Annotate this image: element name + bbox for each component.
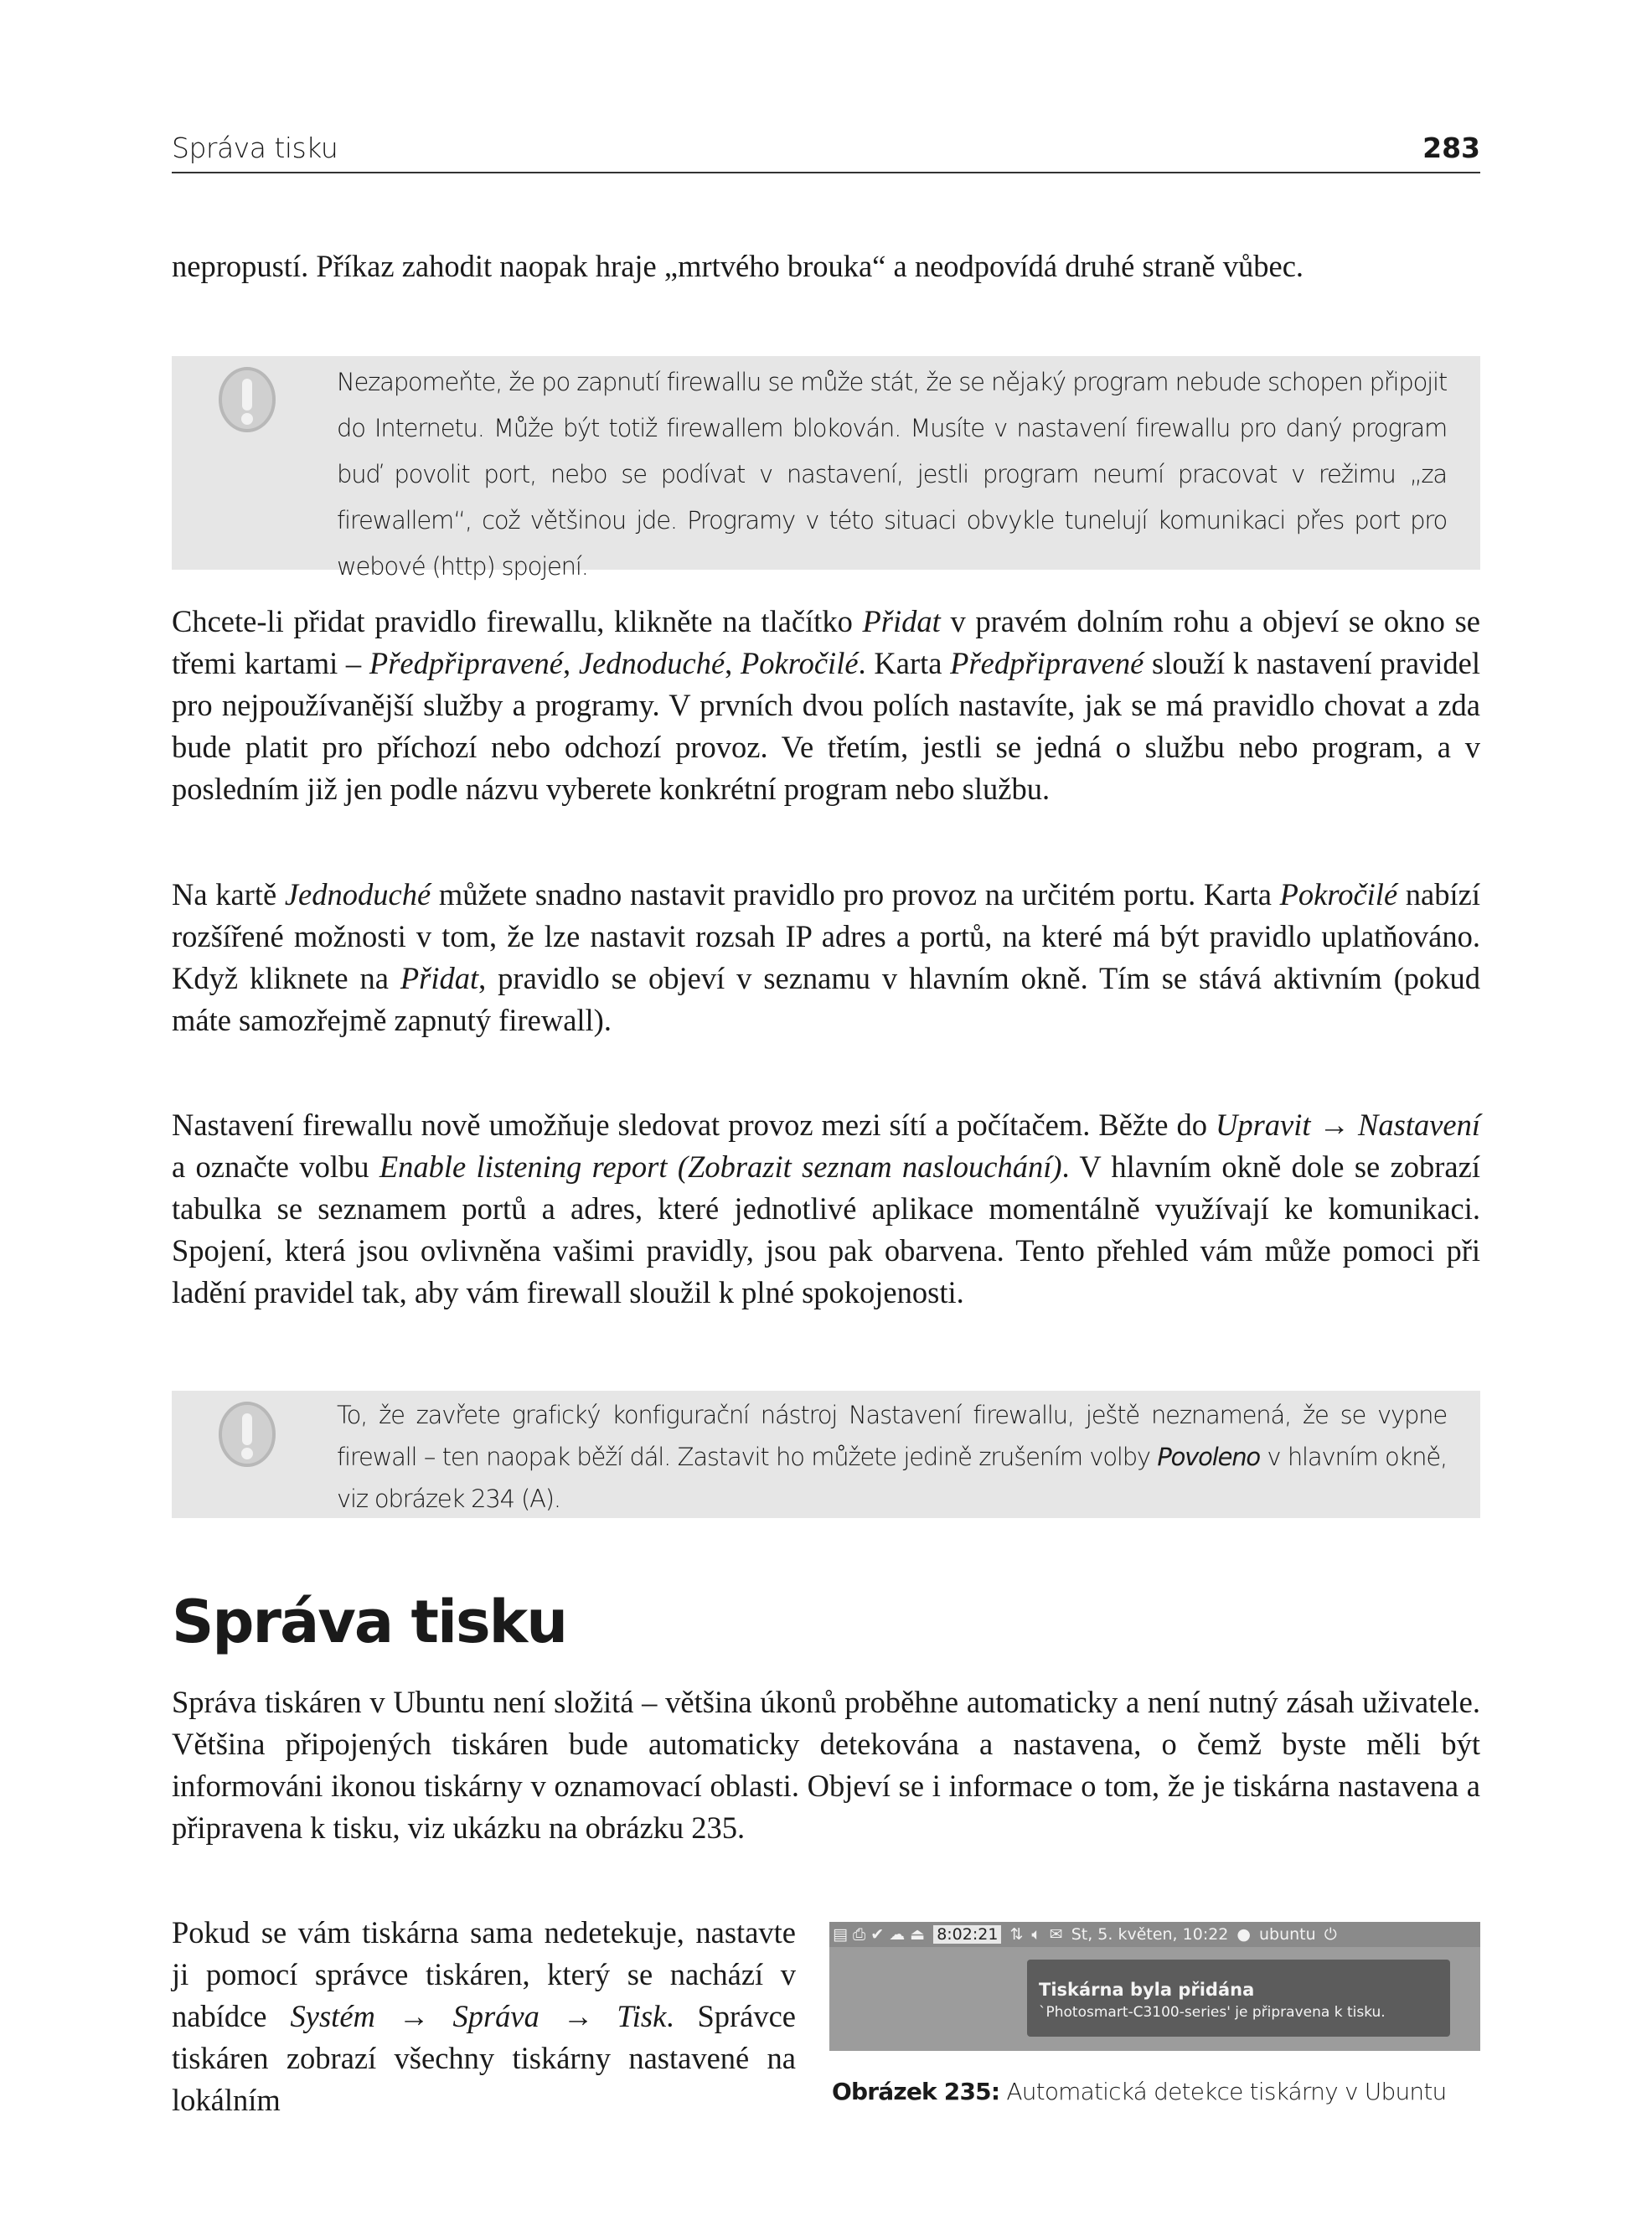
paragraph: [172, 874, 1480, 1041]
power-icon: ⏻: [1324, 1925, 1337, 1944]
text-run: a označte volbu: [172, 1149, 379, 1184]
emphasis-text: Povoleno: [1157, 1443, 1260, 1471]
text-run: Pokud se vám tiskárna sama nedetekuje, nastavte ji pomocí správce tiskáren, který se nachází v nabídce: [172, 1915, 796, 2033]
section-heading: Správa tisku: [172, 1588, 567, 1656]
emphasis-text: Předpřipravené: [950, 646, 1144, 680]
mail-icon: ✉: [1049, 1925, 1063, 1944]
caption-label: Obrázek 235:: [832, 2078, 1000, 2105]
text-run: Na kartě: [172, 877, 285, 912]
emphasis-text: Přidat: [862, 604, 941, 638]
paragraph: [172, 601, 1480, 810]
text-run: . Správce tiskáren zobrazí všechny tiskárny nastavené na lokálním: [172, 1999, 796, 2117]
emphasis-text: Systém → Správa → Tisk: [290, 1999, 667, 2033]
panel-user: ubuntu: [1259, 1925, 1316, 1944]
panel-clock: 8:02:21: [933, 1925, 1001, 1944]
running-header-title: Správa tisku: [172, 132, 338, 164]
emphasis-text: Předpřipravené: [369, 646, 564, 680]
text-run: nepropustí. Příkaz zahodit naopak hraje „mrtvého brouka“ a neodpovídá druhé straně vůbec.: [172, 249, 1304, 283]
emphasis-text: Enable listening report (Zobrazit seznam naslouchání): [379, 1149, 1062, 1184]
exclamation-icon: [218, 1401, 276, 1468]
figure-caption: [832, 2078, 1447, 2105]
emphasis-text: Jednoduché: [578, 646, 725, 680]
emphasis-text: Pokročilé: [741, 646, 859, 680]
caption-text: Automatická detekce tiskárny v Ubuntu: [1006, 2078, 1447, 2105]
text-run: . V hlavním okně dole se zobrazí tabulka se seznamem portů a adres, které jednotlivé aplikace momentálně využívají ke komunikaci. Spojení, která jsou ovlivněna vašimi pravidly, jsou pak obarvena. Tento přehled vám může pomoci při ladění pravidel tak, aby vám firewall sloužil k plné spokojenosti.: [172, 1149, 1480, 1309]
user-icon: ●: [1236, 1925, 1251, 1944]
text-run: v hlavním okně, viz obrázek 234 (A).: [337, 1443, 1447, 1513]
text-run: můžete snadno nastavit pravidlo pro provoz na určitém portu. Karta: [431, 877, 1280, 912]
paragraph: [172, 1681, 1480, 1849]
paragraph: [172, 245, 1480, 287]
network-icon: ⇅: [1009, 1925, 1024, 1944]
tray-icons: ▤ ⎙ ✔ ☁ ⏏: [833, 1925, 926, 1944]
text-run: , pravidlo se objeví v seznamu v hlavním okně. Tím se stává aktivním (pokud máte samozřejmě zapnutý firewall).: [172, 961, 1480, 1037]
note-text: [337, 1394, 1447, 1520]
text-run: v pravém dolním rohu a objeví se okno se třemi kartami –: [172, 604, 1480, 680]
paragraph: [172, 1104, 1480, 1314]
panel-date: St, 5. květen, 10:22: [1071, 1925, 1229, 1944]
text-run: . Karta: [858, 646, 951, 680]
volume-icon: 🔈︎: [1031, 1925, 1041, 1944]
text-run: Nezapomeňte, že po zapnutí firewallu se může stát, že se nějaký program nebude schopen připojit do Internetu. Může být totiž firewallem blokován. Musíte v nastavení firewallu pro daný program buď povolit port, nebo se podívat v nastavení, jestli program neumí pracovat v režimu „za firewallem“, což většinou jde. Programy v této situaci obvykle tunelují komunikaci přes port pro webové (http) spojení.: [337, 368, 1447, 581]
emphasis-text: Pokročilé: [1279, 877, 1398, 912]
text-run: Chcete-li přidat pravidlo firewallu, klikněte na tlačítko: [172, 604, 863, 638]
text-run: To, že zavřete grafický konfigurační nástroj Nastavení firewallu, ještě neznamená, že se vypne firewall – ten naopak běží dál. Zastavit ho můžete jedině zrušením volby: [337, 1401, 1447, 1471]
running-header: [172, 130, 1480, 173]
figure-screenshot: [829, 1922, 1480, 2051]
notification-bubble: [1027, 1960, 1450, 2037]
emphasis-text: Jednoduché: [284, 877, 431, 912]
note-text: [337, 359, 1447, 590]
emphasis-text: Přidat: [400, 961, 479, 995]
text-run: ,: [725, 646, 741, 680]
text-run: slouží k nastavení pravidel pro nejpoužívanější služby a programy. V prvních dvou polích nastavíte, jak se má pravidlo chovat a zda bude platit pro příchozí nebo odchozí provoz. Ve třetím, jestli se jedná o službu nebo program, a v posledním již jen podle názvu vyberete konkrétní program nebo službu.: [172, 646, 1481, 806]
page-number: 283: [1422, 132, 1480, 164]
text-run: Nastavení firewallu nově umožňuje sledovat provoz mezi sítí a počítačem. Běžte do: [172, 1108, 1216, 1142]
note-box: [172, 356, 1480, 581]
exclamation-icon: [218, 366, 276, 433]
top-panel: [829, 1922, 1480, 1947]
note-box: [172, 1391, 1480, 1518]
emphasis-text: Upravit → Nastavení: [1215, 1108, 1481, 1142]
notification-body: `Photosmart-C3100-series' je připravena k tisku.: [1039, 2004, 1386, 2021]
text-run: nabízí rozšířené možnosti v tom, že lze nastavit rozsah IP adres a portů, na které má být pravidlo uplatňováno. Když kliknete na: [172, 877, 1480, 995]
text-run: ,: [563, 646, 579, 680]
notification-title: Tiskárna byla přidána: [1039, 1980, 1255, 2000]
paragraph: [172, 1912, 796, 2121]
text-run: Správa tiskáren v Ubuntu není složitá – většina úkonů proběhne automaticky a není nutný zásah uživatele. Většina připojených tiskáren bude automaticky detekována a nastavena, o čemž byste měli být informováni ikonou tiskárny v oznamovací oblasti. Objeví se i informace o tom, že je tiskárna nastavena a připravena k tisku, viz ukázku na obrázku 235.: [172, 1685, 1480, 1845]
